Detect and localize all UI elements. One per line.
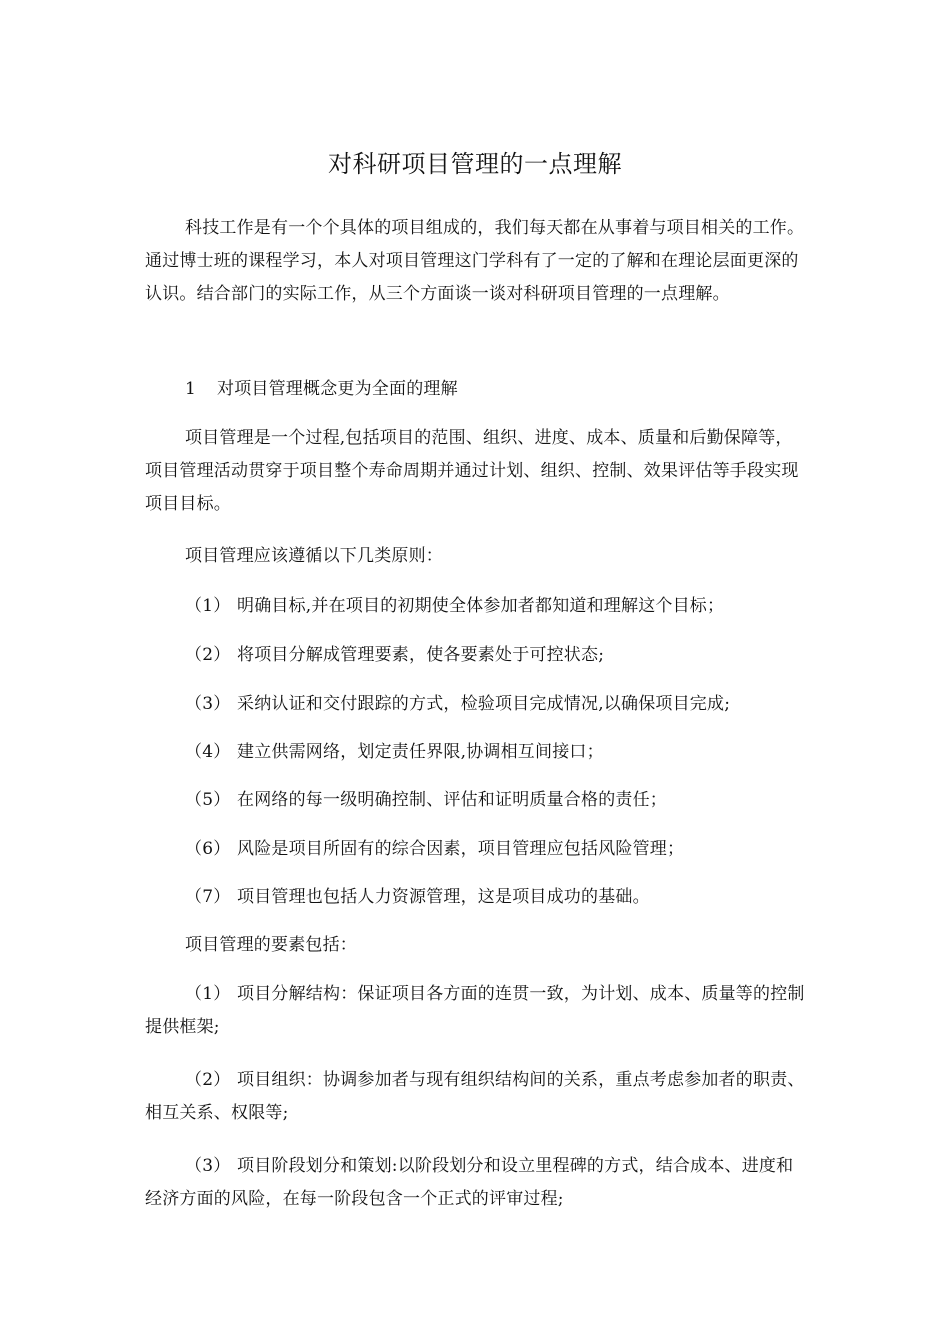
element-number: （3） [185, 1156, 231, 1176]
principle-number: （7） [185, 887, 231, 907]
principle-number: （4） [185, 742, 231, 762]
principle-item [145, 590, 845, 623]
principle-item [145, 784, 845, 817]
section-title: 对项目管理概念更为全面的理解 [217, 379, 458, 399]
principle-item [145, 688, 845, 721]
elements-intro: 项目管理的要素包括： [185, 935, 357, 955]
principle-item [145, 881, 845, 914]
principle-item [145, 639, 845, 672]
principles-intro: 项目管理应该遵循以下几类原则： [185, 546, 443, 566]
element-item [145, 978, 805, 1044]
element-number: （2） [185, 1070, 231, 1090]
element-text: 项目组织：协调参加者与现有组织结构间的关系，重点考虑参加者的职责、相互关系、权限等; [145, 1070, 805, 1123]
principle-text: 建立供需网络，划定责任界限,协调相互间接口； [237, 742, 604, 762]
principle-text: 项目管理也包括人力资源管理，这是项目成功的基础。 [237, 887, 650, 907]
principle-text: 在网络的每一级明确控制、评估和证明质量合格的责任； [237, 790, 667, 810]
document-title: 对科研项目管理的一点理解 [328, 150, 622, 178]
element-item [145, 1064, 805, 1130]
principle-number: （2） [185, 645, 231, 665]
principle-item [145, 736, 845, 769]
principle-text: 采纳认证和交付跟踪的方式，检验项目完成情况,以确保项目完成; [237, 694, 731, 714]
section-heading [145, 373, 845, 406]
principle-item [145, 833, 845, 866]
definition-paragraph: 项目管理是一个过程,包括项目的范围、组织、进度、成本、质量和后勤保障等，项目管理活动贯穿于项目整个寿命周期并通过计划、组织、控制、效果评估等手段实现项目目标。 [145, 428, 799, 514]
section-number: 1 [185, 379, 197, 399]
principle-text: 明确目标,并在项目的初期使全体参加者都知道和理解这个目标； [237, 596, 725, 616]
principle-number: （1） [185, 596, 231, 616]
intro-paragraph: 科技工作是有一个个具体的项目组成的，我们每天都在从事着与项目相关的工作。通过博士班的课程学习，本人对项目管理这门学科有了一定的了解和在理论层面更深的认识。结合部门的实际工作，从三个方面谈一谈对科研项目管理的一点理解。 [145, 218, 805, 304]
principle-number: （5） [185, 790, 231, 810]
principle-text: 风险是项目所固有的综合因素，项目管理应包括风险管理； [237, 839, 685, 859]
element-item [145, 1150, 805, 1216]
principle-number: （6） [185, 839, 231, 859]
principle-number: （3） [185, 694, 231, 714]
element-number: （1） [185, 984, 231, 1004]
element-text: 项目分解结构：保证项目各方面的连贯一致，为计划、成本、质量等的控制提供框架; [145, 984, 805, 1037]
principle-text: 将项目分解成管理要素，使各要素处于可控状态; [237, 645, 605, 665]
element-text: 项目阶段划分和策划:以阶段划分和设立里程碑的方式，结合成本、进度和经济方面的风险，在每一阶段包含一个正式的评审过程; [145, 1156, 794, 1209]
